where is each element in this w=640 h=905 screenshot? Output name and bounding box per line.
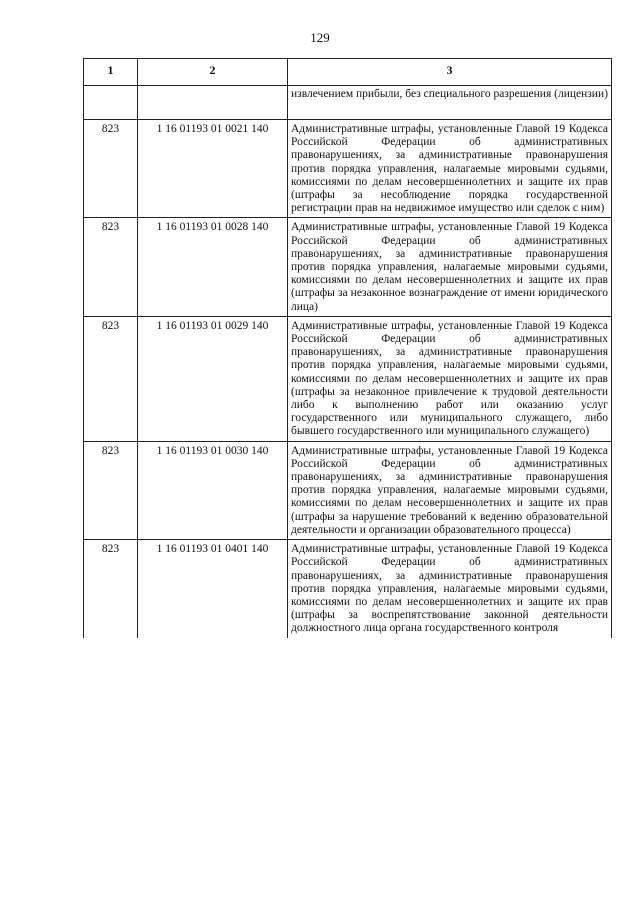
admin-code-cell: 823 <box>84 120 138 218</box>
kbk-code-cell: 1 16 01193 01 0030 140 <box>138 441 288 539</box>
column-header-1: 1 <box>84 59 138 86</box>
description-cell: Административные штрафы, установленные Главой 19 Кодекса Российской Федерации об административных правонарушениях, за административные правонарушения против порядка управления, налагаемые мировыми судьями, комиссиями по делам несовершеннолетних и защите их прав (штрафы за воспрепятствование законной деятельности должностного лица органа государственного контроля <box>288 540 612 638</box>
column-header-3: 3 <box>288 59 612 86</box>
table-row <box>84 316 612 441</box>
kbk-code-cell <box>138 86 288 120</box>
kbk-code-cell: 1 16 01193 01 0029 140 <box>138 316 288 441</box>
kbk-code-cell: 1 16 01193 01 0401 140 <box>138 540 288 638</box>
kbk-code-cell: 1 16 01193 01 0028 140 <box>138 218 288 316</box>
column-header-2: 2 <box>138 59 288 86</box>
budget-codes-table <box>83 58 612 638</box>
admin-code-cell <box>84 86 138 120</box>
admin-code-cell: 823 <box>84 441 138 539</box>
table-row <box>84 120 612 218</box>
table-header-row <box>84 59 612 86</box>
admin-code-cell: 823 <box>84 218 138 316</box>
table-row <box>84 218 612 316</box>
kbk-code-cell: 1 16 01193 01 0021 140 <box>138 120 288 218</box>
table-row <box>84 441 612 539</box>
description-cell: извлечением прибыли, без специального разрешения (лицензии) <box>288 86 612 120</box>
admin-code-cell: 823 <box>84 316 138 441</box>
description-cell: Административные штрафы, установленные Главой 19 Кодекса Российской Федерации об административных правонарушениях, за административные правонарушения против порядка управления, налагаемые мировыми судьями, комиссиями по делам несовершеннолетних и защите их прав (штрафы за нарушение требований к ведению образовательной деятельности и организации образовательного процесса) <box>288 441 612 539</box>
table-row <box>84 540 612 638</box>
table-row <box>84 86 612 120</box>
description-cell: Административные штрафы, установленные Главой 19 Кодекса Российской Федерации об административных правонарушениях, за административные правонарушения против порядка управления, налагаемые мировыми судьями, комиссиями по делам несовершеннолетних и защите их прав (штрафы за незаконное привлечение к трудовой деятельности либо к выполнению работ или оказанию услуг государственного или муниципального служащего, либо бывшего государственного или муниципального служащего) <box>288 316 612 441</box>
description-cell: Административные штрафы, установленные Главой 19 Кодекса Российской Федерации об административных правонарушениях, за административные правонарушения против порядка управления, налагаемые мировыми судьями, комиссиями по делам несовершеннолетних и защите их прав (штрафы за несоблюдение порядка государственной регистрации прав на недвижимое имущество или сделок с ним) <box>288 120 612 218</box>
description-cell: Административные штрафы, установленные Главой 19 Кодекса Российской Федерации об административных правонарушениях, за административные правонарушения против порядка управления, налагаемые мировыми судьями, комиссиями по делам несовершеннолетних и защите их прав (штрафы за незаконное вознаграждение от имени юридического лица) <box>288 218 612 316</box>
page-number: 129 <box>310 30 330 45</box>
admin-code-cell: 823 <box>84 540 138 638</box>
